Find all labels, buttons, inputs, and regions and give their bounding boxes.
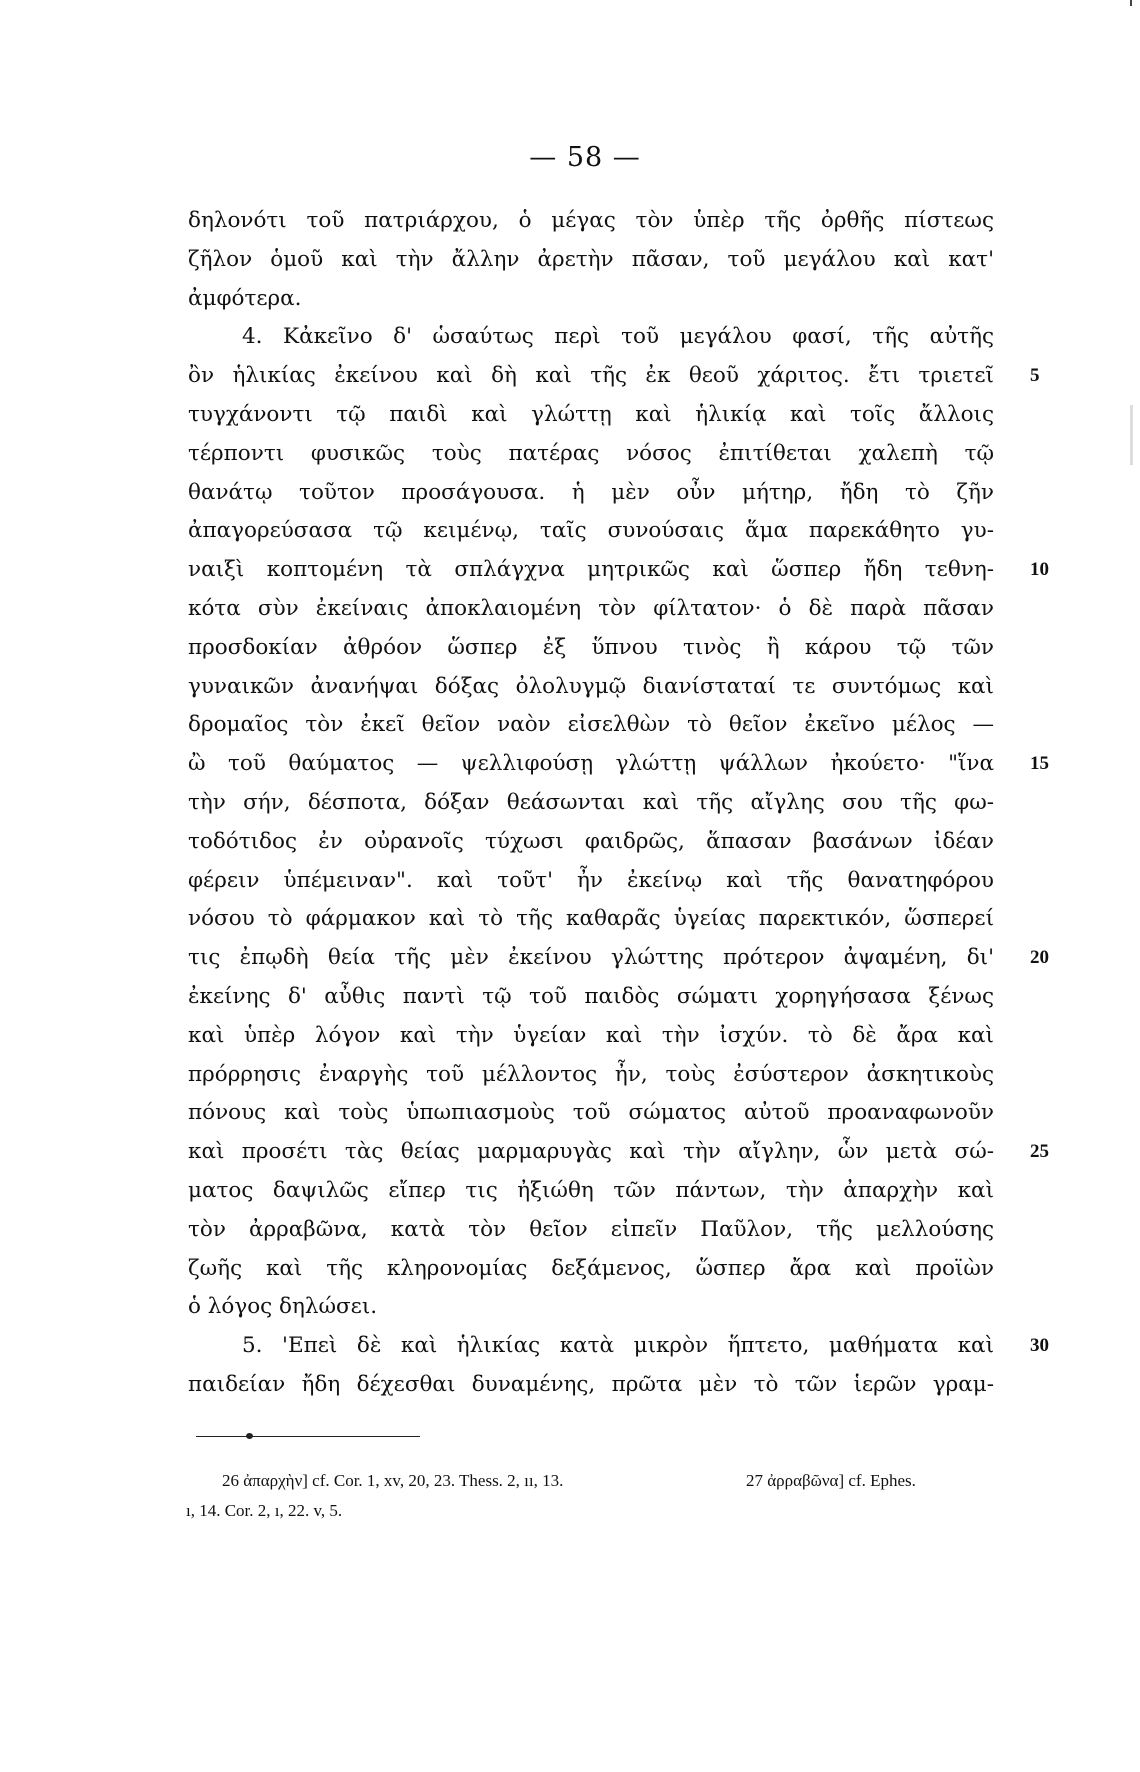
text-line — [188, 1327, 1049, 1366]
text-line — [188, 1250, 994, 1289]
footnote-line — [186, 1496, 1000, 1526]
text-line — [188, 318, 994, 357]
text-line — [188, 1017, 994, 1056]
text-line — [188, 551, 1049, 590]
line-text: τοδότιδος ἐν οὐρανοῖς τύχωσι φαιδρῶς, ἅπασαν βασάνων ἰδέαν — [188, 828, 994, 854]
scan-binding-shadow — [1130, 405, 1133, 465]
line-text: πόνους καὶ τοὺς ὑπωπιασμοὺς τοῦ σώματος αὐτοῦ προαναφωνοῦν — [188, 1100, 994, 1126]
text-line — [188, 939, 1049, 978]
page-number: — 58 — — [529, 142, 641, 173]
line-text: δηλονότι τοῦ πατριάρχου, ὁ μέγας τὸν ὑπὲρ τῆς ὀρθῆς πίστεως — [188, 208, 994, 233]
text-line — [188, 1172, 994, 1211]
line-text: τέρποντι φυσικῶς τοὺς πατέρας νόσος ἐπιτίθεται χαλεπὴ τῷ — [188, 440, 994, 466]
line-text: καὶ προσέτι τὰς θείας μαρμαρυγὰς καὶ τὴν αἴγλην, ὧν μετὰ σώ- — [188, 1139, 994, 1165]
text-line — [188, 668, 994, 707]
line-number: 20 — [1030, 947, 1049, 969]
text-line — [188, 862, 994, 901]
text-line — [188, 435, 994, 474]
line-text: νόσου τὸ φάρμακον καὶ τὸ τῆς καθαρᾶς ὑγείας παρεκτικόν, ὥσπερεί — [188, 906, 994, 932]
text-line — [188, 357, 1040, 396]
text-line — [188, 474, 994, 513]
line-text: κότα σὺν ἐκείναις ἀποκλαιομένη τὸν φίλτατον· ὁ δὲ παρὰ πᾶσαν — [188, 595, 994, 621]
line-text: ζωῆς καὶ τῆς κληρονομίας δεξάμενος, ὥσπερ ἄρα καὶ προϊὼν — [188, 1255, 994, 1281]
line-text: ματος δαψιλῶς εἴπερ τις ἠξιώθη τῶν πάντων, τὴν ἀπαρχὴν καὶ — [188, 1177, 994, 1203]
text-line — [188, 1211, 994, 1250]
line-text: πρόρρησις ἐναργὴς τοῦ μέλλοντος ἦν, τοὺς ἐσύστερον ἀσκητικοὺς — [188, 1061, 994, 1087]
line-text: φέρειν ὑπέμειναν". καὶ τοῦτ' ἦν ἐκείνῳ καὶ τῆς θανατηφόρου — [188, 867, 994, 893]
text-line — [188, 280, 994, 319]
footnote-27: 27 ἀρραβῶνα] cf. Ephes. — [746, 1471, 916, 1490]
line-number: 15 — [1030, 753, 1049, 775]
line-text: τις ἐπῳδὴ θεία τῆς μὲν ἐκείνου γλώττης πρότερον ἀψαμένη, δι' — [188, 945, 994, 971]
footnote-continuation: ı, 14. Cor. 2, ı, 22. v, 5. — [186, 1501, 343, 1520]
line-text: παιδείαν ἤδη δέχεσθαι δυναμένης, πρῶτα μὲν τὸ τῶν ἱερῶν γραμ- — [188, 1371, 994, 1397]
text-line — [188, 900, 994, 939]
line-text: ἀπαγορεύσασα τῷ κειμένῳ, ταῖς συνούσαις ἅμα παρεκάθητο γυ- — [188, 518, 994, 544]
text-line — [188, 1288, 994, 1327]
text-line — [188, 1056, 994, 1095]
text-line — [188, 512, 994, 551]
text-line — [188, 1094, 994, 1133]
line-text: προσδοκίαν ἀθρόον ὥσπερ ἐξ ὕπνου τινὸς ἢ κάρου τῷ τῶν — [188, 634, 994, 660]
text-line — [188, 241, 994, 280]
line-text: ἀμφότερα. — [188, 285, 302, 311]
text-line — [188, 784, 994, 823]
footnote-divider-mark — [246, 1433, 253, 1439]
line-number: 10 — [1030, 559, 1049, 581]
text-line — [188, 745, 1049, 784]
footnotes — [186, 1466, 1000, 1526]
text-line — [188, 590, 994, 629]
line-text: 5. 'Επεὶ δὲ καὶ ἡλικίας κατὰ μικρὸν ἥπτετο, μαθήματα καὶ — [242, 1333, 994, 1359]
line-number: 30 — [1030, 1335, 1049, 1357]
line-text: γυναικῶν ἀνανήψαι δόξας ὀλολυγμῷ διανίσταταί τε συντόμως καὶ — [188, 673, 994, 699]
text-line — [188, 823, 994, 862]
scan-edge-mark — [1130, 0, 1132, 6]
line-text: ζῆλον ὁμοῦ καὶ τὴν ἄλλην ἀρετὴν πᾶσαν, τοῦ μεγάλου καὶ κατ' — [188, 246, 994, 272]
text-line — [188, 706, 994, 745]
text-line — [188, 396, 994, 435]
line-text: θανάτῳ τοῦτον προσάγουσα. ἡ μὲν οὖν μήτηρ, ἤδη τὸ ζῆν — [188, 479, 994, 505]
footnote-line — [186, 1466, 1000, 1496]
line-text: καὶ ὑπὲρ λόγον καὶ τὴν ὑγείαν καὶ τὴν ἰσχύν. τὸ δὲ ἄρα καὶ — [188, 1022, 994, 1048]
line-text: ὂν ἡλικίας ἐκείνου καὶ δὴ καὶ τῆς ἐκ θεοῦ χάριτος. ἔτι τριετεῖ — [188, 363, 994, 389]
line-number: 25 — [1030, 1141, 1049, 1163]
line-text: ναιξὶ κοπτομένη τὰ σπλάγχνα μητρικῶς καὶ ὥσπερ ἤδη τεθνη- — [188, 557, 994, 583]
line-number: 5 — [1030, 365, 1040, 387]
line-text: τὴν σήν, δέσποτα, δόξαν θεάσωνται καὶ τῆς αἴγλης σου τῆς φω- — [188, 789, 994, 815]
text-line — [188, 978, 994, 1017]
main-text — [188, 202, 1049, 1405]
line-text: ἐκείνης δ' αὖθις παντὶ τῷ τοῦ παιδὸς σώματι χορηγήσασα ξένως — [188, 983, 994, 1009]
line-text: δρομαῖος τὸν ἐκεῖ θεῖον ναὸν εἰσελθὼν τὸ θεῖον ἐκεῖνο μέλος — — [188, 712, 994, 738]
footnote-26: 26 ἀπαρχὴν] cf. Cor. 1, xv, 20, 23. Thess. 2, ıı, 13. — [222, 1471, 564, 1490]
line-text: ὁ λόγος δηλώσει. — [188, 1294, 378, 1320]
line-text: τυγχάνοντι τῷ παιδὶ καὶ γλώττῃ καὶ ἡλικίᾳ καὶ τοῖς ἄλλοις — [188, 401, 994, 427]
line-text: ὢ τοῦ θαύματος — ψελλιφούσῃ γλώττῃ ψάλλων ἠκούετο· "ἵνα — [188, 751, 994, 777]
line-text: τὸν ἀρραβῶνα, κατὰ τὸν θεῖον εἰπεῖν Παῦλον, τῆς μελλούσης — [188, 1216, 994, 1242]
text-line — [188, 202, 994, 241]
text-line — [188, 1366, 994, 1405]
text-line — [188, 1133, 1049, 1172]
line-text: 4. Κἀκεῖνο δ' ὡσαύτως περὶ τοῦ μεγάλου φασί, τῆς αὐτῆς — [242, 324, 994, 350]
text-line — [188, 629, 994, 668]
footnote-divider — [196, 1436, 420, 1437]
